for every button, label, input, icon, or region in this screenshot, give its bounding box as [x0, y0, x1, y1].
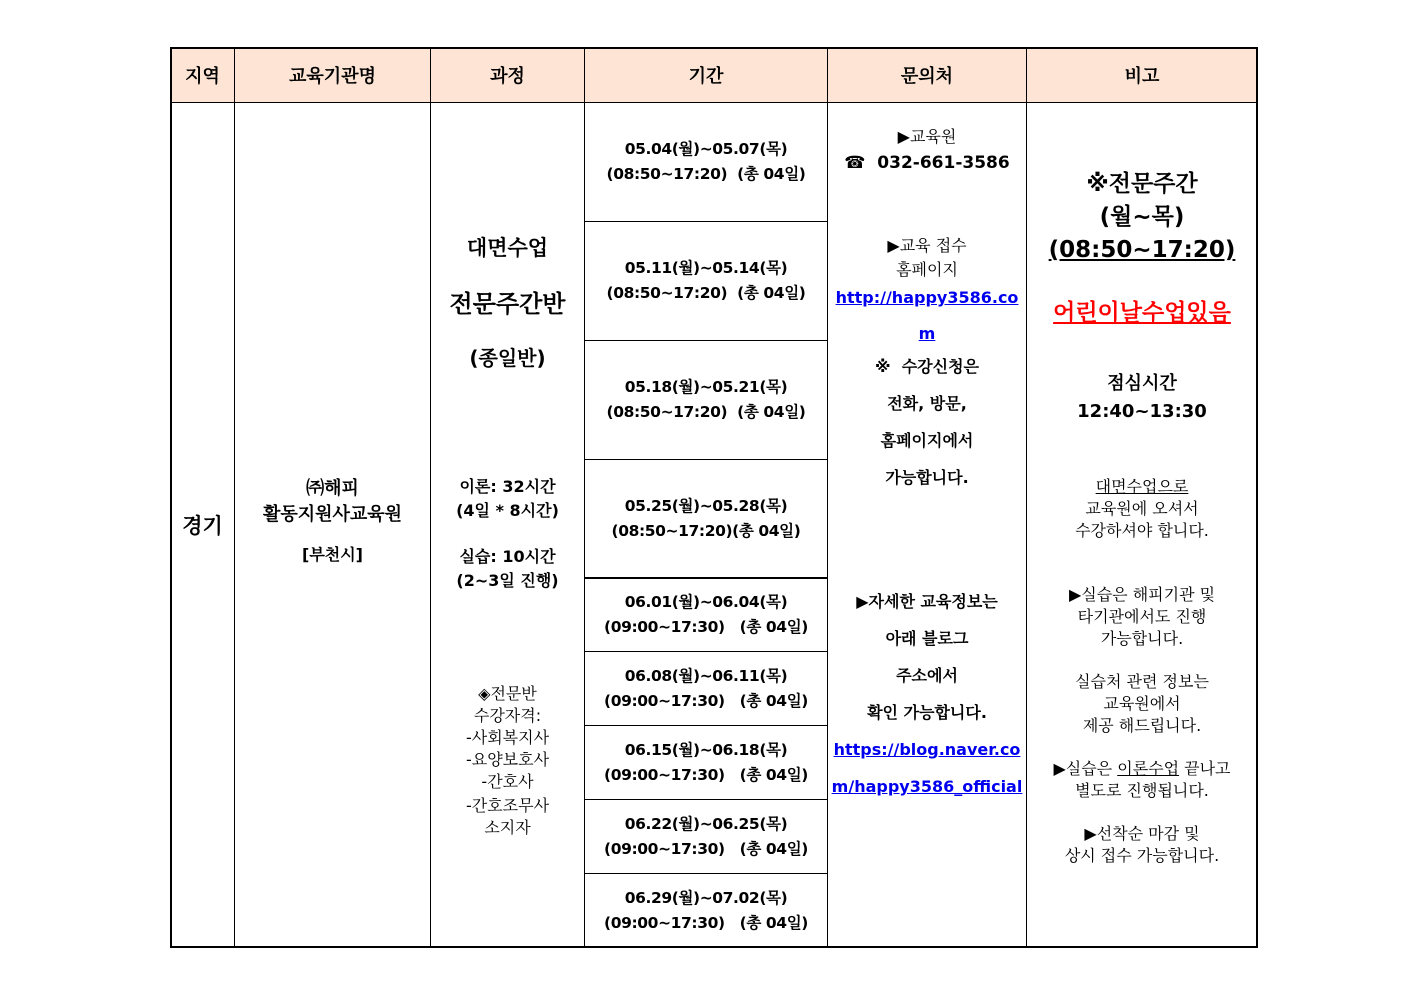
contact-note: 가능합니다. — [885, 468, 969, 487]
period-row — [585, 579, 827, 651]
contact-blog — [828, 583, 1026, 805]
contact-note: 전화, 방문, — [887, 394, 967, 413]
header-institution: 교육기관명 — [289, 66, 376, 87]
lunch-label: 점심시간 — [1107, 373, 1177, 394]
lunch-time: 12:40~13:30 — [1077, 401, 1207, 422]
contact-reg-label: ▶교육 접수 — [887, 236, 967, 255]
qual-item: -요양보호사 — [465, 750, 550, 769]
info-note: 실습처 관련 정보는 — [1075, 672, 1209, 691]
period-row — [585, 874, 827, 947]
remarks-hours: (08:50~17:20) — [1048, 237, 1236, 263]
period-row — [585, 222, 827, 340]
first-come-note: ▶선착순 마감 및 — [1084, 824, 1200, 843]
period-dates: 05.18(월)~05.21(목) — [624, 378, 788, 396]
practice-note: 타기관에서도 진행 — [1077, 607, 1207, 626]
f2f-note: 대면수업으로 — [1095, 477, 1189, 496]
blog-note: 아래 블로그 — [885, 629, 969, 648]
separate-note — [1053, 758, 1230, 780]
contact-note: 홈페이지에서 — [880, 431, 974, 450]
course-cell — [431, 233, 584, 373]
separate-note: 별도로 진행됩니다. — [1075, 781, 1209, 800]
contact-cell — [828, 124, 1026, 496]
separate-note-theory: 이론수업 — [1117, 759, 1180, 778]
blog-note: 주소에서 — [896, 666, 958, 685]
period-dates: 06.01(월)~06.04(목) — [624, 593, 788, 611]
course-qualifications — [431, 683, 584, 839]
header-remarks: 비고 — [1124, 66, 1160, 87]
region-cell: 경기 — [182, 514, 223, 538]
period-dates: 06.22(월)~06.25(목) — [624, 814, 788, 833]
blog-note: 확인 가능합니다. — [867, 703, 987, 722]
period-time: (08:50~17:20) (총 04일) — [606, 403, 806, 421]
blog-link[interactable]: https://blog.naver.co — [833, 740, 1021, 759]
period-dates: 06.08(월)~06.11(목) — [624, 666, 788, 685]
qual-title: ◈전문반 — [478, 684, 537, 703]
homepage-link-cont[interactable]: m — [918, 324, 936, 343]
header-course: 과정 — [490, 66, 525, 87]
practice-note: ▶실습은 해피기관 및 — [1068, 585, 1216, 604]
qual-item: -간호조무사 — [465, 796, 550, 815]
period-row — [585, 726, 827, 799]
first-come-note: 상시 접수 가능합니다. — [1064, 846, 1220, 865]
institution-cell — [235, 476, 430, 566]
homepage-link[interactable]: http://happy3586.co — [835, 288, 1019, 307]
remarks-days: (월~목) — [1099, 204, 1185, 230]
period-time: (08:50~17:20) (총 04일) — [606, 165, 806, 183]
period-row — [585, 800, 827, 873]
header-contact: 문의처 — [900, 66, 954, 87]
period-time: (08:50~17:20) (총 04일) — [606, 284, 806, 302]
institution-city: [부천시] — [302, 545, 363, 564]
blog-note: ▶자세한 교육정보는 — [856, 592, 998, 611]
contact-note: ※ 수강신청은 — [875, 357, 979, 376]
qual-item: -사회복지사 — [465, 728, 550, 747]
period-dates: 06.29(월)~07.02(목) — [624, 888, 788, 907]
qual-end: 소지자 — [484, 818, 531, 837]
remarks-cell — [1027, 168, 1257, 426]
period-time: (09:00~17:30) (총 04일) — [604, 618, 808, 636]
period-dates: 05.11(월)~05.14(목) — [624, 259, 788, 277]
course-practice-detail: (2~3일 진행) — [456, 571, 559, 590]
f2f-note: 수강하셔야 합니다. — [1075, 521, 1209, 540]
period-row — [585, 103, 827, 221]
info-note: 제공 해드립니다. — [1082, 716, 1202, 735]
contact-office-label: ▶교육원 — [897, 127, 957, 146]
course-theory-detail: (4일 * 8시간) — [456, 501, 559, 520]
f2f-note: 교육원에 오셔서 — [1085, 499, 1199, 518]
period-time: (08:50~17:20)(총 04일) — [611, 521, 801, 540]
qual-item: -간호사 — [481, 772, 534, 791]
contact-reg-label2: 홈페이지 — [896, 260, 958, 279]
separate-note-post: 끝나고 — [1179, 759, 1231, 778]
course-class-name: 전문주간반 — [449, 290, 566, 318]
period-row — [585, 652, 827, 725]
period-time: (09:00~17:30) (총 04일) — [604, 765, 808, 784]
period-time: (09:00~17:30) (총 04일) — [604, 913, 808, 932]
period-row — [585, 460, 827, 577]
info-note: 교육원에서 — [1103, 694, 1181, 713]
period-time: (09:00~17:30) (총 04일) — [604, 839, 808, 858]
header-region: 지역 — [185, 66, 220, 87]
period-dates: 06.15(월)~06.18(목) — [624, 740, 788, 759]
period-row — [585, 341, 827, 459]
institution-name-1: ㈜해피 — [306, 478, 359, 499]
header-period: 기간 — [688, 66, 724, 87]
period-time: (09:00~17:30) (총 04일) — [604, 691, 808, 710]
course-practice: 실습: 10시간 — [459, 547, 556, 566]
remarks-title: ※전문주간 — [1086, 171, 1198, 197]
childrens-day-notice: 어린이날수업있음 — [1053, 300, 1231, 326]
course-theory: 이론: 32시간 — [459, 477, 556, 496]
practice-note: 가능합니다. — [1100, 629, 1184, 648]
contact-phone: ☎ 032-661-3586 — [844, 153, 1010, 173]
remarks-notes — [1027, 476, 1257, 867]
period-dates: 05.04(월)~05.07(목) — [624, 140, 788, 158]
period-dates: 05.25(월)~05.28(목) — [624, 496, 788, 515]
separate-note-pre: ▶실습은 — [1053, 759, 1118, 778]
course-full-day: (종일반) — [469, 346, 546, 370]
course-mode: 대면수업 — [466, 236, 549, 260]
institution-name-2: 활동지원사교육원 — [262, 504, 403, 525]
course-hours — [431, 475, 584, 593]
blog-link-cont[interactable]: m/happy3586_official — [831, 777, 1023, 796]
qual-label: 수강자격: — [473, 706, 542, 725]
